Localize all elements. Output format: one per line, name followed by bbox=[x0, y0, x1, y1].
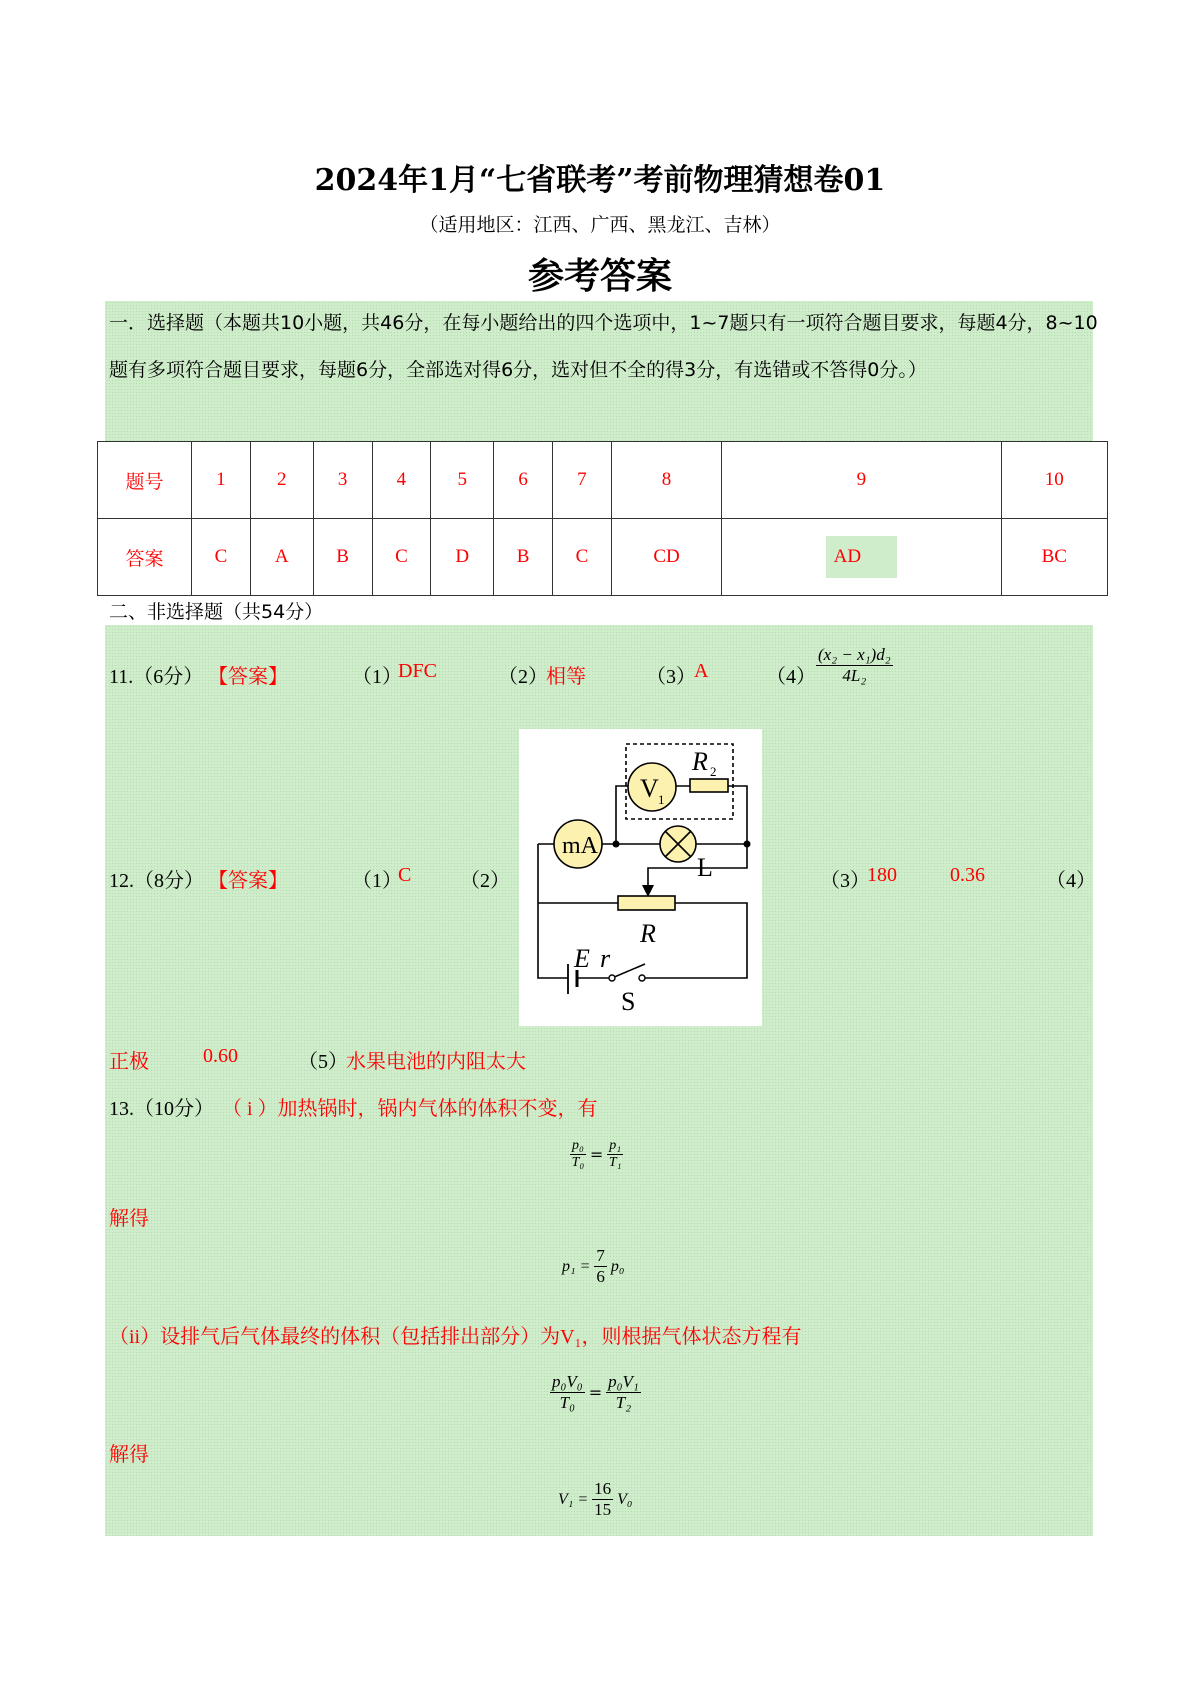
table-cell: CD bbox=[611, 519, 721, 596]
q13-solve-1: 解得 bbox=[109, 1208, 149, 1230]
fraction-numerator: (x₂ − x₁)d₂ bbox=[818, 645, 891, 664]
fraction-numerator: p₁ bbox=[609, 1138, 622, 1153]
equation-1: $\frac{\text{p₀}}{\text{T₀}}$ = $\frac{\text{p₁}}{\text{T₁}}$ bbox=[571, 1138, 622, 1170]
fraction-denominator: T₁ bbox=[608, 1155, 622, 1170]
table-cell: 9 bbox=[722, 442, 1001, 519]
fraction-denominator: 4L₂ bbox=[842, 666, 867, 685]
equation-4 bbox=[558, 1479, 632, 1520]
q12-part1: （1） bbox=[352, 870, 402, 892]
q12-answer5: 水果电池的内阻太大 bbox=[346, 1051, 526, 1073]
q12-part2: （2） bbox=[460, 870, 510, 892]
svg-text:2: 2 bbox=[710, 764, 717, 779]
table-cell bbox=[722, 519, 1001, 596]
svg-text:1: 1 bbox=[658, 792, 665, 807]
table-cell: B bbox=[494, 519, 553, 596]
table-cell: 1 bbox=[192, 442, 251, 519]
fraction-numerator: p₀ bbox=[572, 1138, 584, 1153]
fraction-numerator: 16 bbox=[594, 1479, 612, 1498]
q11-part1: （1） bbox=[352, 666, 402, 688]
equation-rhs: V₀ bbox=[617, 1490, 633, 1508]
fraction-denominator: T₀ bbox=[559, 1393, 576, 1412]
q13-part-i: （ i ）加热锅时，锅内气体的体积不变，有 bbox=[222, 1098, 598, 1120]
fraction-denominator: 6 bbox=[596, 1267, 605, 1286]
table-cell: 10 bbox=[1001, 442, 1107, 519]
q13-part-ii: （ii）设排气后气体最终的体积（包括排出部分）为V₁，则根据气体状态方程有 bbox=[109, 1326, 802, 1348]
q12-answer-tag: 【答案】 bbox=[208, 870, 288, 892]
q11-answer1: DFC bbox=[398, 660, 437, 682]
page-title: 2024年1月“七省联考”考前物理猜想卷01 bbox=[314, 163, 886, 198]
section1-intro: 一．选择题（本题共10小题，共46分，在每小题给出的四个选项中，1~7题只有一项符合题目要求，每题4分，8~10题有多项符合题目要求，每题6分，全部选对得6分，选对但不全的得3分，有选错或不答得0分。） bbox=[109, 312, 1098, 381]
r2-label: R bbox=[692, 747, 708, 776]
v1-label: V bbox=[640, 774, 659, 803]
table-cell: 3 bbox=[313, 442, 372, 519]
ma-label: mA bbox=[562, 833, 598, 859]
circuit-diagram bbox=[500, 720, 780, 1040]
table-cell: BC bbox=[1001, 519, 1107, 596]
switch-label: S bbox=[621, 987, 636, 1016]
answer-header: 答案 bbox=[98, 519, 192, 596]
q12-part4: （4） bbox=[1046, 870, 1096, 892]
q12-part3: （3） bbox=[820, 870, 870, 892]
table-cell: 7 bbox=[553, 442, 612, 519]
table-cell: C bbox=[553, 519, 612, 596]
q12-answer4b: 0.60 bbox=[203, 1045, 238, 1067]
q12-answer4a: 正极 bbox=[109, 1051, 149, 1073]
table-cell: 2 bbox=[250, 442, 313, 519]
table-cell: C bbox=[372, 519, 431, 596]
fraction-denominator: 15 bbox=[594, 1500, 612, 1519]
q11-part3: （3） bbox=[646, 666, 696, 688]
row-header: 题号 bbox=[98, 442, 192, 519]
q13-label: 13.（10分） bbox=[109, 1098, 214, 1120]
table-cell: 4 bbox=[372, 442, 431, 519]
table-cell: C bbox=[192, 519, 251, 596]
q12-answer3a: 180 bbox=[867, 864, 897, 886]
q11-answer-tag: 【答案】 bbox=[208, 666, 288, 688]
emf-label: E bbox=[574, 944, 590, 973]
equation-lhs: p₁ = bbox=[562, 1257, 591, 1275]
q11-answer2: 相等 bbox=[546, 666, 586, 688]
q12-label: 12.（8分） bbox=[109, 870, 204, 892]
q11-part2: （2） bbox=[498, 666, 548, 688]
q13-solve-2: 解得 bbox=[109, 1444, 149, 1466]
fraction-numerator: p₀V₀ bbox=[552, 1372, 583, 1391]
answer-heading: 参考答案 bbox=[527, 256, 672, 297]
equation-2 bbox=[562, 1246, 624, 1287]
fraction-numerator: 7 bbox=[596, 1246, 605, 1265]
equation-lhs: V₁ = bbox=[558, 1490, 589, 1508]
q11-answer4-fraction bbox=[816, 645, 893, 686]
table-row bbox=[98, 442, 1108, 519]
q12-answer1: C bbox=[398, 864, 412, 886]
rheostat-label: R bbox=[640, 919, 656, 948]
fraction-numerator: p₀V₁ bbox=[608, 1372, 639, 1391]
fraction-denominator: T₀ bbox=[571, 1155, 585, 1170]
q11-answer3: A bbox=[694, 660, 709, 682]
q11-label: 11.（6分） bbox=[109, 666, 204, 688]
answer-table bbox=[97, 441, 1108, 596]
section2-heading: 二、非选择题（共54分） bbox=[109, 601, 324, 623]
highlighted-answer: AD bbox=[826, 536, 897, 578]
table-cell: A bbox=[250, 519, 313, 596]
table-row bbox=[98, 519, 1108, 596]
table-cell: B bbox=[313, 519, 372, 596]
q12-part5: （5） bbox=[298, 1051, 348, 1073]
rheostat bbox=[618, 896, 675, 910]
table-cell: 6 bbox=[494, 442, 553, 519]
equation-rhs: p₀ bbox=[610, 1257, 625, 1275]
q11-part4: （4） bbox=[766, 666, 816, 688]
table-cell: D bbox=[431, 519, 494, 596]
fraction-denominator: T₂ bbox=[615, 1393, 632, 1412]
resistance-label: r bbox=[600, 944, 611, 973]
table-cell: 8 bbox=[611, 442, 721, 519]
subtitle: （适用地区：江西、广西、黑龙江、吉林） bbox=[419, 214, 781, 236]
equation-3: $\frac{\text{p₀V₀}}{\text{T₀}}$ = $\frac{\text{p₀V₁}}{\text{T₂}}$ bbox=[552, 1372, 639, 1412]
table-cell: 5 bbox=[431, 442, 494, 519]
resistor-r2 bbox=[690, 779, 728, 792]
q12-answer3b: 0.36 bbox=[950, 864, 985, 886]
lamp-label: L bbox=[697, 853, 713, 882]
